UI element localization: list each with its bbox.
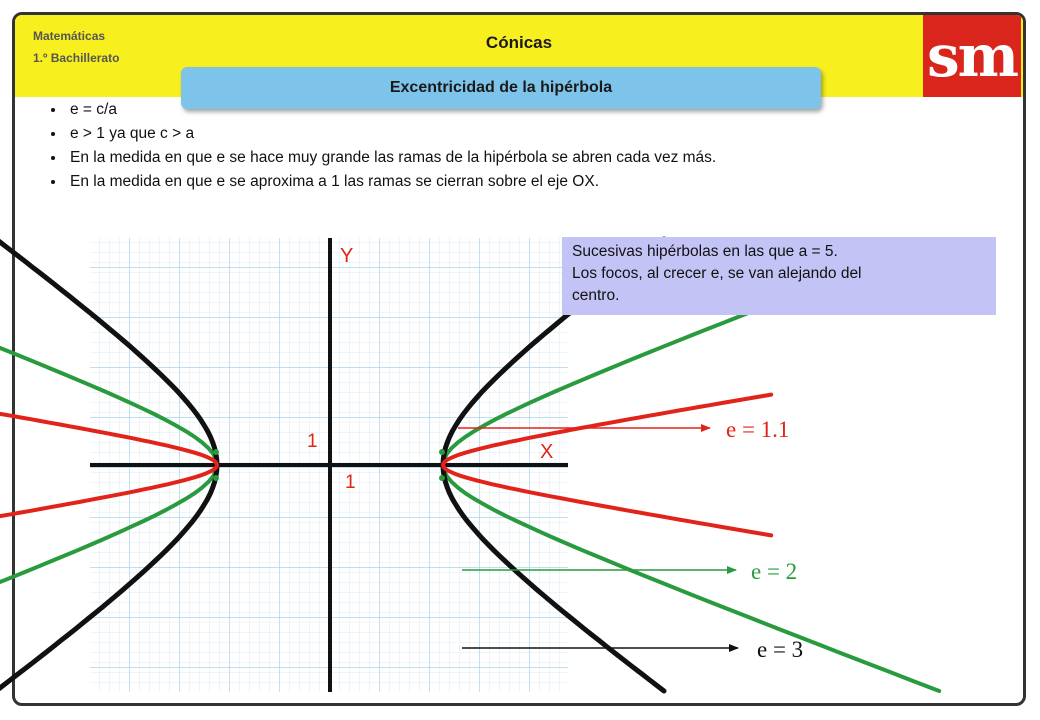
vertex-dot [439,475,445,481]
y-tick-label: 1 [307,431,318,452]
label-e11: e = 1.1 [726,417,790,442]
bullet-item: • e = c/a [66,98,716,122]
note-line: Sucesivas hipérbolas en las que a = 5. [572,243,838,260]
bullet-item: • e > 1 ya que c > a [66,122,716,146]
note-line: Los focos, al crecer e, se van alejando del [572,265,862,282]
label-e2: e = 2 [751,559,798,584]
vertex-dot [439,449,445,455]
x-tick-label: 1 [345,472,356,493]
info-note [562,237,996,315]
vertex-dot [213,475,219,481]
section-subtitle: Excentricidad de la hipérbola [181,67,821,109]
bullet-item: • En la medida en que e se aproxima a 1 las ramas se cierran sobre el eje OX. [66,170,716,194]
course-level: 1.º Bachillerato [33,51,120,65]
bullet-item: • En la medida en que e se hace muy grande las ramas de la hipérbola se abren cada vez más. [66,146,716,170]
note-line: centro. [572,287,620,304]
sm-logo: sm [923,15,1021,97]
x-axis-label: X [540,441,554,463]
page-title: Cónicas [485,33,553,52]
label-e3: e = 3 [757,637,804,662]
vertex-dot [213,449,219,455]
y-axis-label: Y [340,245,354,267]
subject-name: Matemáticas [33,29,106,43]
